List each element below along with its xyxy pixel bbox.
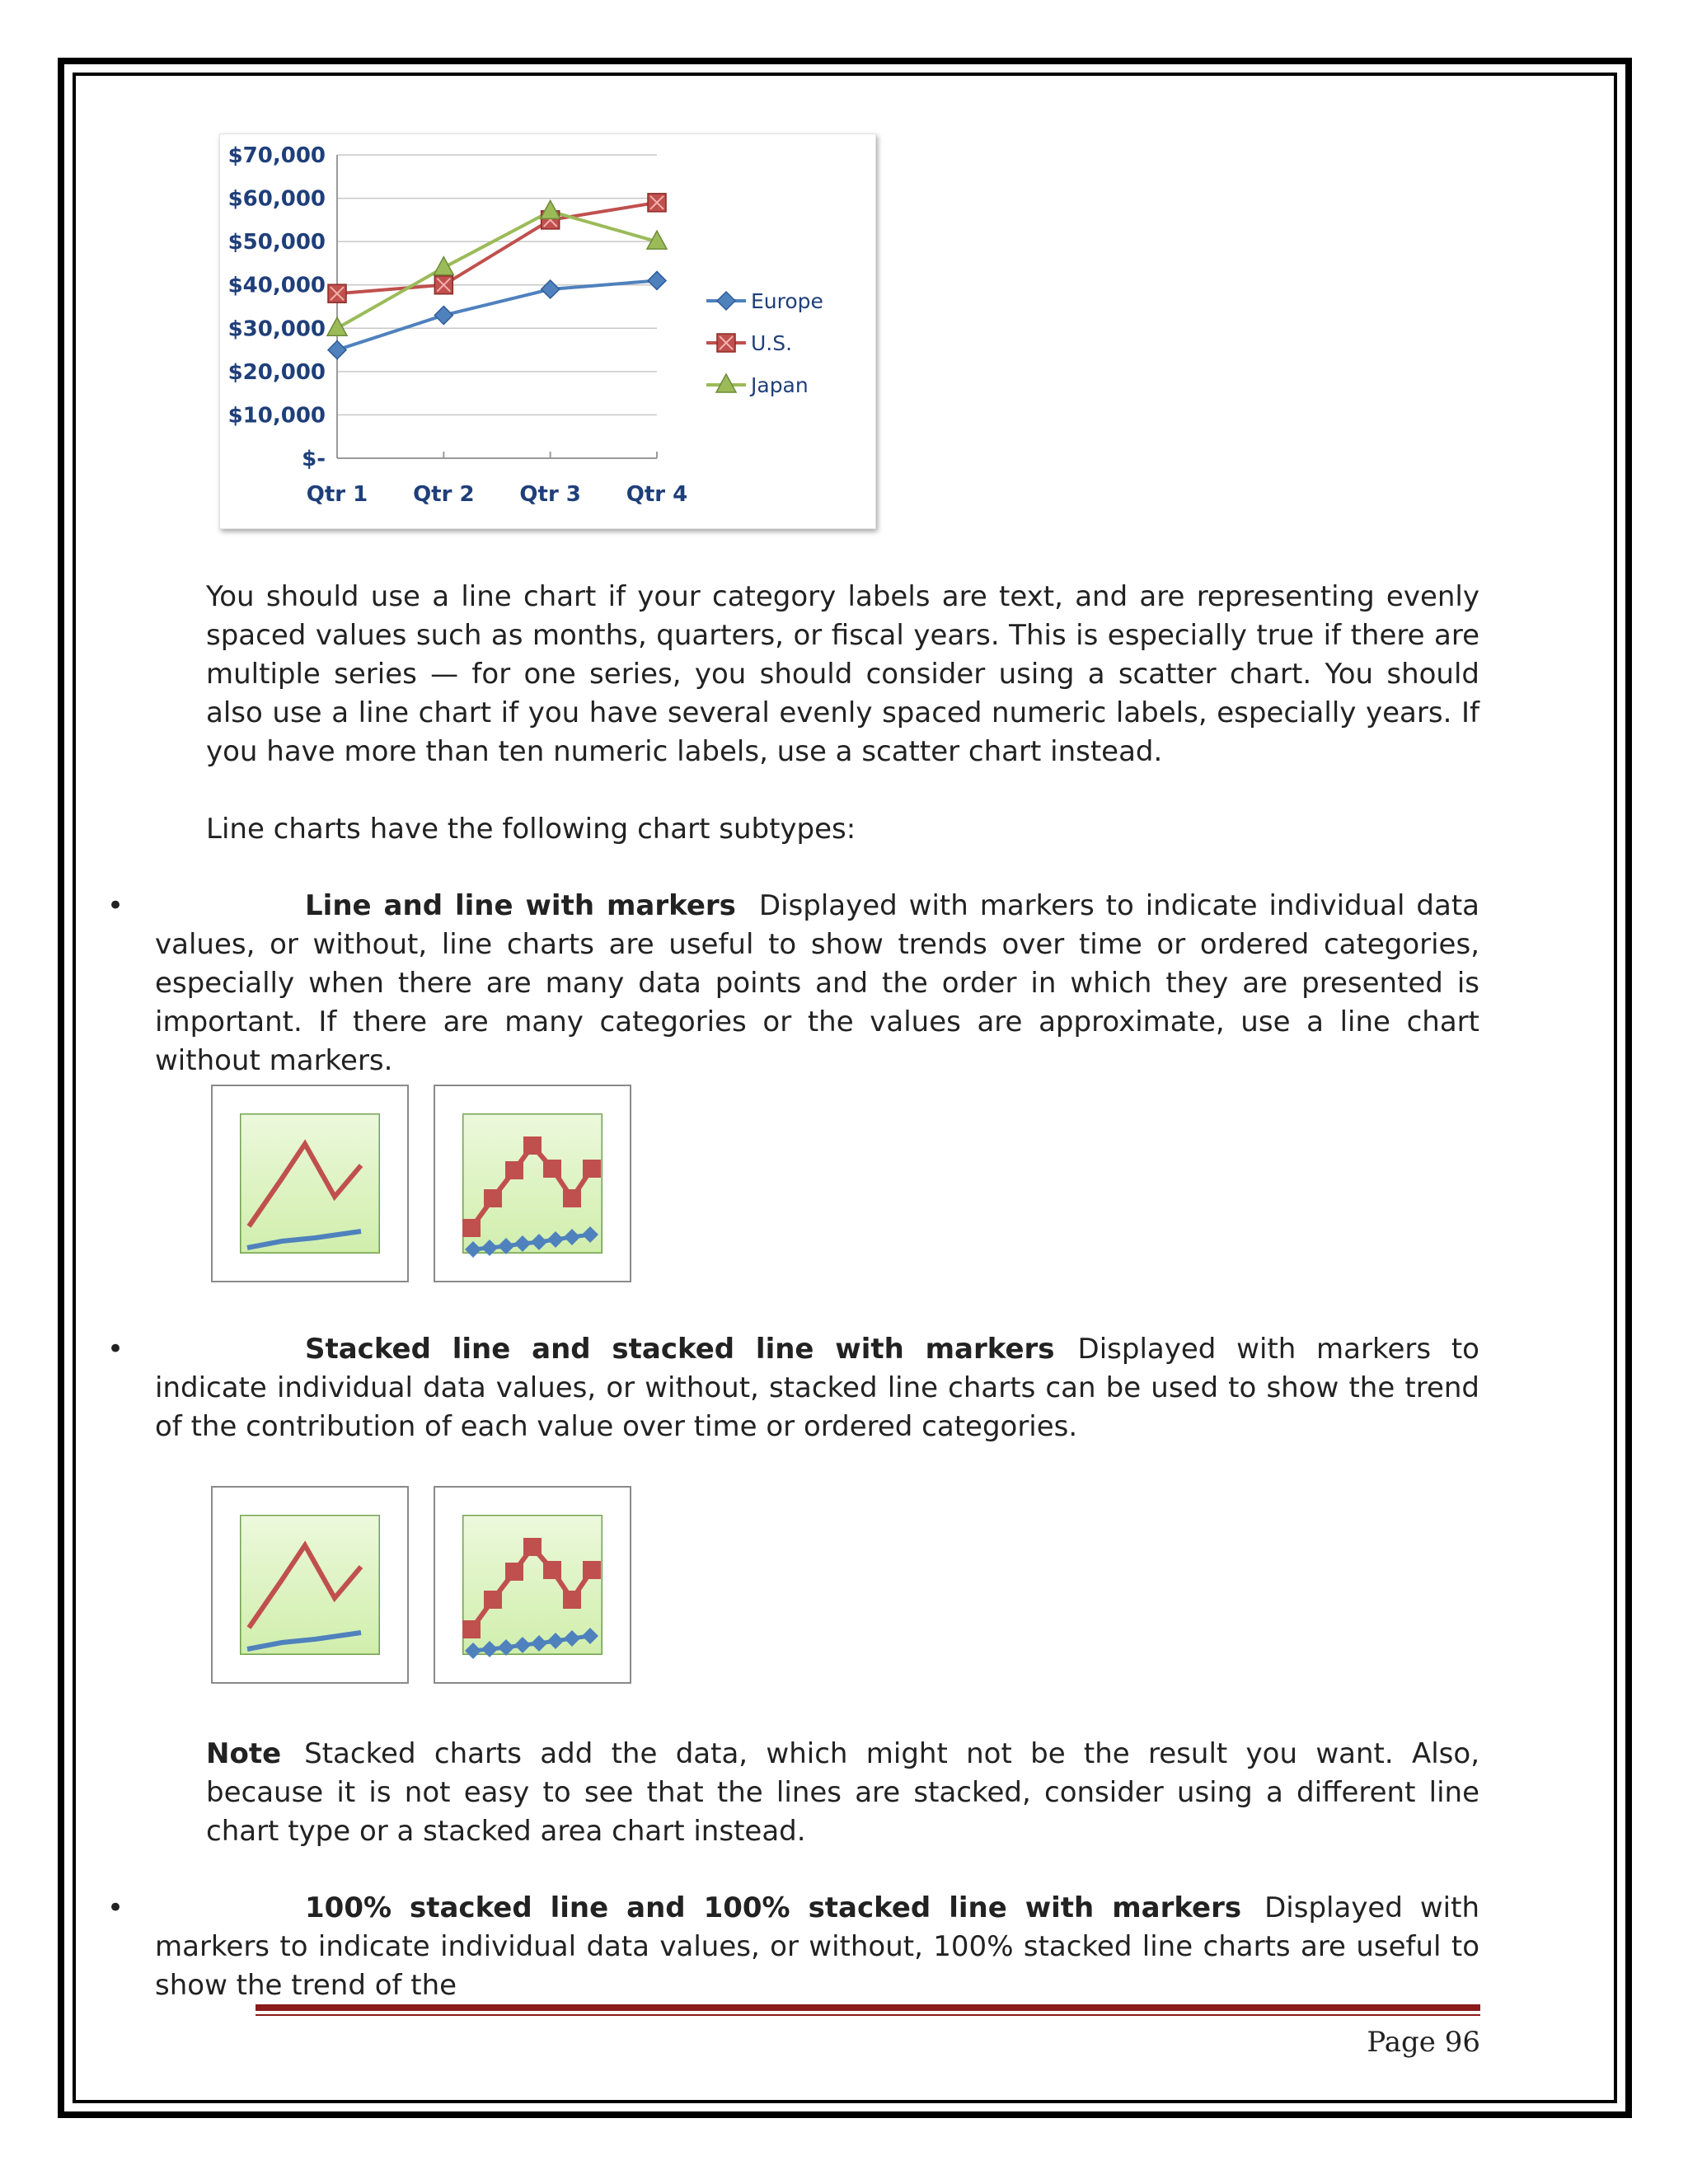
bullet-body: Displayed with markers to indicate individual data values, or without, 100% stacked line charts are useful to show the trend of the [155, 1891, 1479, 2002]
page-number: Page 96 [1367, 2026, 1480, 2059]
thumbnail-stacked-line [211, 1486, 409, 1684]
bullet-100-stacked-line [107, 1889, 1479, 2005]
note-body: Stacked charts add the data, which might not be the result you want. Also, because it is not easy to see that the lines are stacked, consider using a different line chart type or a stacked area chart instead. [206, 1737, 1479, 1848]
note-paragraph [206, 1735, 1479, 1851]
bullet-body: Displayed with markers to indicate individual data values, or without, stacked line charts can be used to show the trend of the contribution of each value over time or ordered categories. [155, 1333, 1479, 1443]
thumb-red-marker [583, 1160, 601, 1178]
thumb-red-marker [583, 1561, 601, 1579]
thumb-red-marker [563, 1591, 581, 1609]
y-tick-label: $20,000 [227, 359, 326, 385]
x-tick-label: Qtr 4 [626, 482, 688, 507]
y-tick-label: $60,000 [227, 186, 326, 212]
paragraph-subtypes-intro: Line charts have the following chart subtypes: [206, 813, 856, 846]
thumb-red-marker [523, 1538, 542, 1556]
x-tick-label: Qtr 1 [306, 482, 368, 507]
thumb-red-marker [505, 1563, 523, 1581]
thumb-red-marker [462, 1620, 481, 1638]
legend-marker [717, 292, 735, 310]
series-line-us [337, 203, 657, 293]
data-point [541, 200, 560, 218]
thumbnail-line-with-markers [434, 1085, 631, 1282]
legend-label: U.S. [751, 331, 793, 355]
thumbnail-stacked-line-with-markers-icon [435, 1488, 630, 1682]
data-point [434, 257, 453, 275]
y-tick-label: $30,000 [227, 316, 326, 342]
paragraph-line-chart-usage: You should use a line chart if your category labels are text, and are representing evenly spaced values such as months, quarters, or fiscal years. This is especially true if there are multiple series — for one series, you should consider using a scatter chart. You should also use a line chart if you have several evenly spaced numeric labels, especially years. If you have more than ten numeric labels, use a scatter chart instead. [206, 580, 1479, 768]
legend-label: Japan [751, 373, 809, 397]
thumbnail-line [211, 1085, 409, 1282]
y-tick-label: $40,000 [227, 273, 326, 298]
line-chart-svg [220, 134, 875, 528]
bullet-title: Stacked line and stacked line with markers [305, 1333, 1055, 1366]
bullet-dot: • [107, 889, 124, 922]
bullet-dot: • [107, 1891, 124, 1924]
data-point [648, 271, 666, 289]
data-point [542, 280, 560, 298]
y-tick-label: $70,000 [227, 143, 326, 168]
thumbnail-line-with-markers-icon [435, 1086, 630, 1281]
thumbnail-stacked-line-icon [213, 1488, 407, 1682]
bullet-title: 100% stacked line and 100% stacked line with markers [305, 1891, 1242, 1924]
thumb-red-marker [563, 1189, 581, 1207]
y-tick-label: $- [302, 447, 326, 471]
line-chart [219, 134, 876, 529]
data-point [434, 307, 452, 325]
thumbnail-line-icon [213, 1086, 407, 1281]
footer-rule-thin [256, 2014, 1480, 2016]
series-line-japan [337, 211, 657, 328]
data-point [328, 341, 346, 359]
data-point [327, 317, 347, 335]
note-label: Note [206, 1737, 282, 1770]
thumbnail-stacked-line-with-markers [434, 1486, 631, 1684]
footer-rule-thick [256, 2004, 1480, 2011]
y-tick-label: $10,000 [227, 403, 326, 429]
thumb-red-marker [543, 1160, 561, 1178]
bullet-dot: • [107, 1333, 124, 1366]
thumb-red-marker [462, 1219, 481, 1237]
thumb-red-marker [505, 1161, 523, 1179]
thumb-red-marker [484, 1591, 502, 1609]
bullet-stacked-line [107, 1330, 1479, 1446]
x-tick-label: Qtr 2 [413, 482, 475, 507]
thumb-red-marker [484, 1189, 502, 1207]
x-tick-label: Qtr 3 [519, 482, 581, 507]
thumb-red-marker [543, 1561, 561, 1579]
bullet-title: Line and line with markers [305, 889, 736, 922]
thumb-red-marker [523, 1137, 542, 1155]
y-tick-label: $50,000 [227, 230, 326, 255]
legend-label: Europe [751, 289, 823, 313]
bullet-line-markers [107, 887, 1479, 1080]
bullet-body: Displayed with markers to indicate individual data values, or without, line charts are useful to show trends over time or ordered categories, especially when there are many data points and the order in which they are presented is important. If there are many categories or the values are approximate, use a line chart without markers. [155, 889, 1479, 1077]
